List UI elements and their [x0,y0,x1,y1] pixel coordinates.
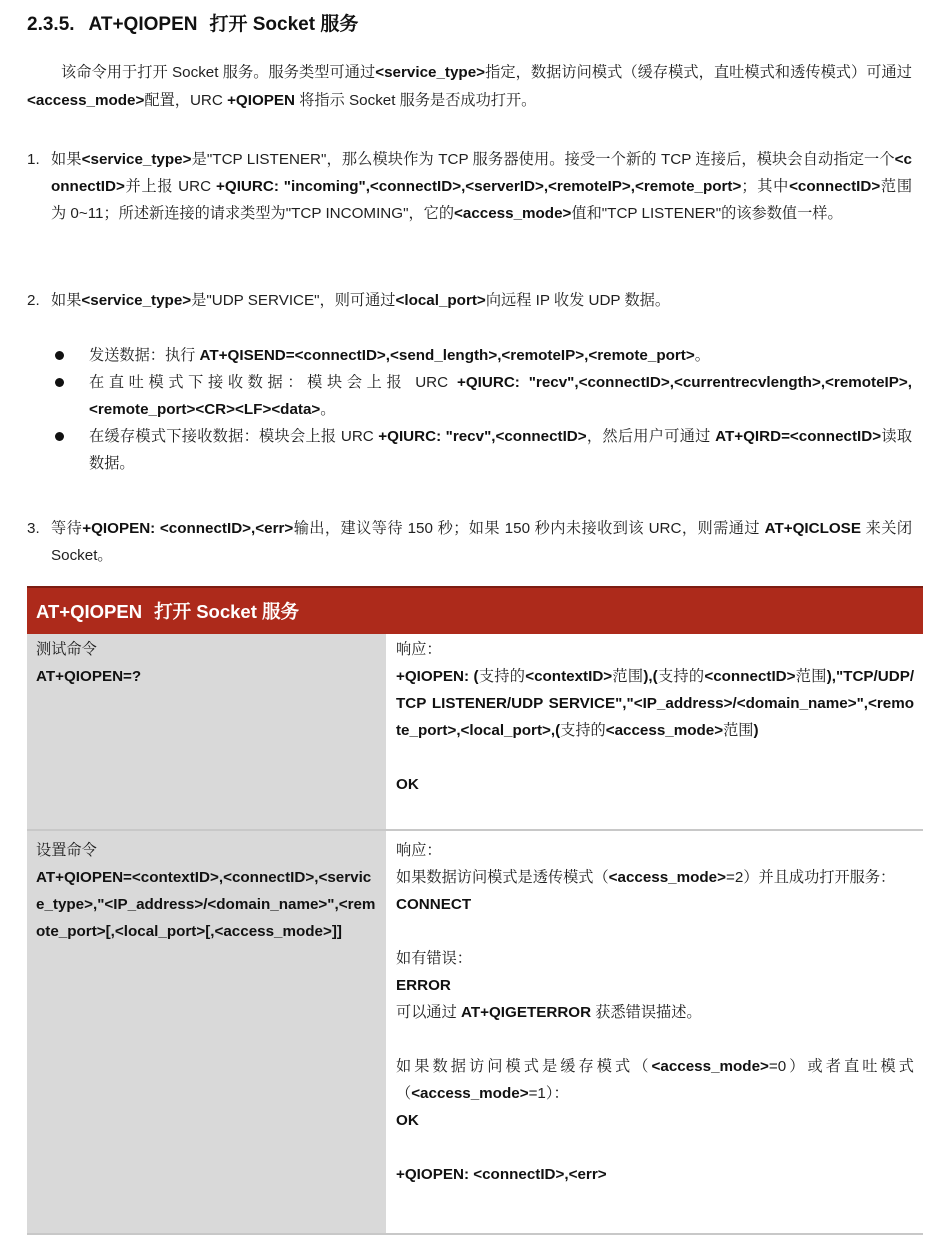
param: <access_mode> [608,869,726,886]
urc-format: +QIOPEN: <connectID>,<err> [82,520,294,537]
text: 。 [694,347,710,364]
set-command: AT+QIOPEN=<contextID>,<connectID>,<service_type>,"<IP_address>/<domain_name>",<remote_port>[,<local_port>[,<access_mode>]] [36,869,376,940]
param: <connectID> [51,151,912,195]
spacer [396,1134,914,1161]
buffer-mode-text [396,1053,914,1107]
list-number: 3. [27,520,40,537]
section-number: 2.3.5. [27,14,75,35]
text: 值和"TCP LISTENER"的该参数值一样。 [571,205,843,222]
table-header [27,587,923,634]
resp-part: <access_mode> [605,722,724,739]
text: =1）： [528,1085,569,1102]
response-label: 响应： [396,842,442,859]
resp-part: 范围 [612,668,644,685]
text: 该命令用于打开 Socket 服务。服务类型可通过 [61,64,376,81]
resp-part: 支持的 [560,722,606,739]
text: 并上报 URC [124,178,217,195]
resp-part: +QIOPEN: ( [396,668,479,685]
table-header-title: 打开 Socket 服务 [154,600,300,622]
list-number: 1. [27,151,40,168]
section-heading [27,9,358,36]
param: <connectID> [789,178,881,195]
table-header-command: AT+QIOPEN [36,600,143,622]
resp-part: ),"TCP/UDP/TCP LISTENER/UDP SERVICE","<IP_address>/<domain_name>",<remote_port>,<local_port>,( [396,668,915,739]
text: 如果 [51,151,82,168]
text: 是"UDP SERVICE"，则可通过 [191,292,396,309]
bullet-dot-icon [55,432,64,441]
resp-part: 范围 [723,722,754,739]
text: 在直吐模式下接收数据：模块会上报 URC [89,374,457,391]
spacer [396,1026,914,1053]
test-command-label: 测试命令 [36,641,97,658]
text: 。 [320,401,336,418]
text: 范围为 0~11；所述新连接的请求类型为"TCP INCOMING"，它的 [51,178,913,222]
text: 获悉错误描述。 [591,1004,702,1021]
text: 来关闭 Socket。 [51,520,913,564]
error-result: ERROR [396,977,451,994]
text: 指定，数据访问模式（缓存模式，直吐模式和透传模式）可通过 [485,64,912,81]
text: 输出，建议等待 150 秒；如果 150 秒内未接收到该 URC，则需通过 [293,520,765,537]
param-service-type: <service_type> [375,64,486,81]
set-command-cell [27,830,387,1234]
resp-part: 支持的 [657,668,705,685]
param: <access_mode> [411,1085,529,1102]
command-table [27,586,923,1235]
list-item-2 [27,287,912,314]
error-hint [396,999,914,1026]
param: <local_port> [395,292,486,309]
test-command-cell [27,634,387,830]
text: 在缓存模式下接收数据：模块会上报 URC [89,428,379,445]
list-number: 2. [27,292,40,309]
spacer [396,918,914,945]
bullet-item [55,342,912,369]
command-format: AT+QIRD=<connectID> [715,428,882,445]
bullet-dot-icon [55,378,64,387]
resp-part: ) [753,722,759,739]
urc-name: +QIOPEN [227,92,296,109]
urc-format: +QIURC: "incoming",<connectID>,<serverID>,<remoteIP>,<remote_port> [216,178,742,195]
text: 向远程 IP 收发 UDP 数据。 [485,292,671,309]
param: <access_mode> [651,1058,769,1075]
qiopen-urc: +QIOPEN: <connectID>,<err> [396,1166,607,1183]
resp-part: ),( [643,668,658,685]
section-command: AT+QIOPEN [88,14,198,35]
param-access-mode: <access_mode> [27,92,145,109]
list-item-1 [27,146,912,227]
intro-paragraph [27,59,912,115]
param: <service_type> [81,151,192,168]
test-response [396,663,914,744]
spacer [396,744,914,771]
list-item-3 [27,515,912,569]
connect-result: CONNECT [396,896,472,913]
text: 配置，URC [144,92,228,109]
table-header-row [27,587,923,634]
text: ；其中 [741,178,790,195]
text: 可以通过 [396,1004,461,1021]
urc-format: +QIURC: "recv",<connectID>,<currentrecvlength>,<remoteIP>,<remote_port><CR><LF><data> [89,374,912,418]
transparent-mode-text [396,864,914,891]
text: 是"TCP LISTENER"，那么模块作为 TCP 服务器使用。接受一个新的 TCP 连接后，模块会自动指定一个 [191,151,895,168]
text: 等待 [51,520,83,537]
bullet-dot-icon [55,351,64,360]
ok-result: OK [396,776,419,793]
param: <access_mode> [454,205,572,222]
set-response-cell [387,830,924,1234]
test-response-cell [387,634,924,830]
text: 如果数据访问模式是缓存模式（ [396,1058,652,1075]
command-name: AT+QIGETERROR [460,1004,592,1021]
response-label: 响应： [396,641,442,658]
resp-part: 范围 [795,668,827,685]
table-row-test [27,634,923,830]
bullet-item [55,423,912,477]
command-format: AT+QISEND=<connectID>,<send_length>,<remoteIP>,<remote_port> [199,347,695,364]
text: 如果 [51,292,82,309]
resp-part: <contextID> [525,668,613,685]
section-title: 打开 Socket 服务 [209,14,359,35]
resp-part: <connectID> [704,668,796,685]
set-command-label: 设置命令 [36,842,97,859]
text: 读取数据。 [89,428,913,472]
text: 发送数据：执行 [89,347,200,364]
text: 将指示 Socket 服务是否成功打开。 [295,92,537,109]
command-name: AT+QICLOSE [764,520,861,537]
text: =0）或者直吐模式（ [396,1058,914,1102]
urc-format: +QIURC: "recv",<connectID> [378,428,587,445]
table-row-set [27,830,923,1234]
bullet-item [55,369,912,423]
test-command: AT+QIOPEN=? [36,668,142,685]
text: =2）并且成功打开服务： [726,869,896,886]
bullet-list [55,342,912,477]
resp-part: 支持的 [478,668,526,685]
param: <service_type> [81,292,192,309]
text: ，然后用户可通过 [586,428,716,445]
text: 如果数据访问模式是透传模式（ [396,869,609,886]
ok-result: OK [396,1112,419,1129]
error-label: 如有错误： [396,950,472,967]
